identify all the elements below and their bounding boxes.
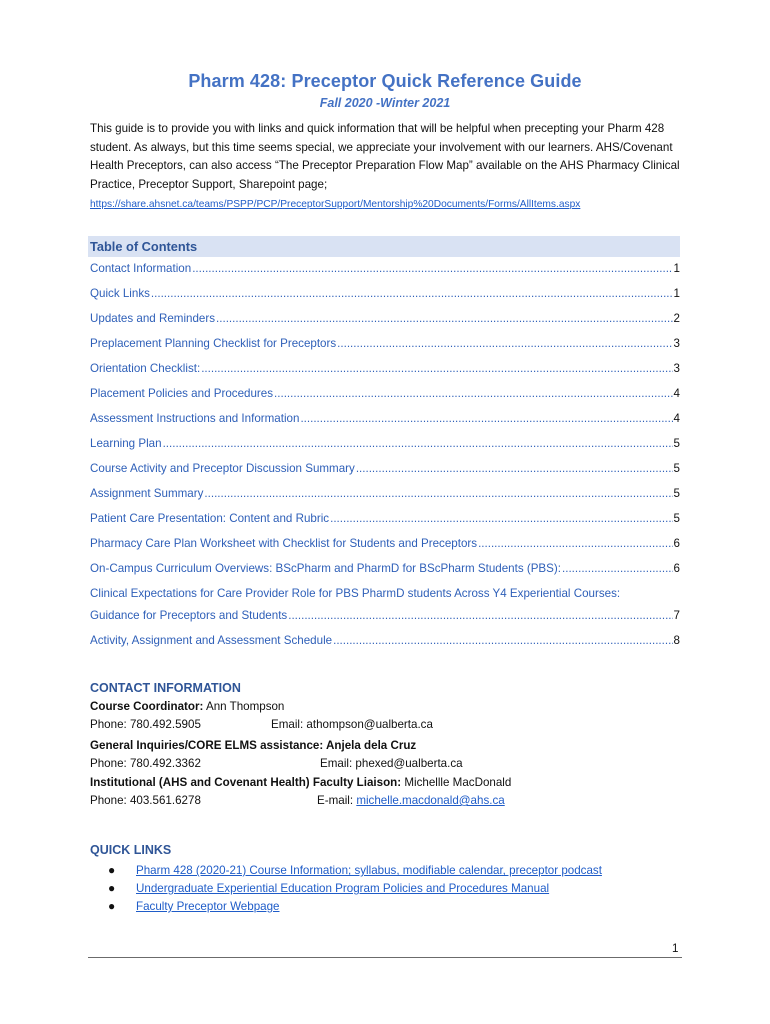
- coordinator-phone: Phone: 780.492.5905: [90, 718, 201, 731]
- toc-entry[interactable]: On-Campus Curriculum Overviews: BScPharm and PharmD for BScPharm Students (PBS): ..... 6: [90, 557, 680, 575]
- quick-link-item: [108, 881, 550, 895]
- toc-heading: Table of Contents: [90, 239, 198, 254]
- toc-entry[interactable]: Orientation Checklist: ..... 3: [90, 357, 680, 375]
- quick-link-item: [108, 863, 602, 877]
- sharepoint-link[interactable]: https://share.ahsnet.ca/teams/PSPP/PCP/PreceptorSupport/Mentorship%20Documents/Forms/AllItems.aspx: [90, 199, 581, 211]
- liaison-phone: Phone: 403.561.6278: [90, 794, 201, 807]
- toc-entry[interactable]: Course Activity and Preceptor Discussion Summary ..... 5: [90, 457, 680, 475]
- liaison-email-field: E-mail: michelle.macdonald@ahs.ca: [317, 794, 505, 807]
- toc-entry[interactable]: Patient Care Presentation: Content and Rubric ..... 5: [90, 507, 680, 525]
- coordinator-email: Email: athompson@ualberta.ca: [271, 718, 433, 731]
- inquiries-phone: Phone: 780.492.3362: [90, 757, 201, 770]
- contact-heading: CONTACT INFORMATION: [90, 681, 241, 695]
- bullet-icon: ●: [108, 899, 116, 913]
- toc-entry[interactable]: Placement Policies and Procedures ..... 4: [90, 382, 680, 400]
- toc-entry[interactable]: Contact Information ..... 1: [90, 257, 680, 275]
- toc-entry[interactable]: Updates and Reminders ..... 2: [90, 307, 680, 325]
- toc-entry[interactable]: Preplacement Planning Checklist for Preceptors ..... 3: [90, 332, 680, 350]
- toc-entry[interactable]: Guidance for Preceptors and Students ..... 7: [90, 604, 680, 622]
- quick-links-heading: QUICK LINKS: [90, 843, 172, 857]
- inquiries-contact: [90, 757, 650, 770]
- bullet-icon: ●: [108, 863, 116, 877]
- coordinator-line: Course Coordinator: Ann Thompson: [90, 700, 285, 713]
- liaison-email-link[interactable]: michelle.macdonald@ahs.ca: [356, 794, 505, 807]
- intro-paragraph: [90, 120, 680, 215]
- page-title: Pharm 428: Preceptor Quick Reference Guide: [188, 71, 582, 91]
- footer-divider: [88, 957, 682, 958]
- toc-entry[interactable]: Assignment Summary ..... 5: [90, 482, 680, 500]
- coordinator-contact: [90, 718, 650, 731]
- toc-entry[interactable]: Quick Links ..... 1: [90, 282, 680, 300]
- toc-entry[interactable]: Activity, Assignment and Assessment Schedule ..... 8: [90, 629, 680, 647]
- policies-manual-link[interactable]: Undergraduate Experiential Education Program Policies and Procedures Manual: [136, 882, 550, 895]
- toc-entry[interactable]: Pharmacy Care Plan Worksheet with Checklist for Students and Preceptors ..... 6: [90, 532, 680, 550]
- liaison-contact: [90, 794, 650, 807]
- toc-entry-first-line[interactable]: Clinical Expectations for Care Provider Role for PBS PharmD students Across Y4 Experiential Courses:: [90, 587, 621, 600]
- course-information-link[interactable]: Pharm 428 (2020-21) Course Information; syllabus, modifiable calendar, preceptor podcast: [136, 864, 602, 877]
- preceptor-webpage-link[interactable]: Faculty Preceptor Webpage: [136, 900, 280, 913]
- toc-entry[interactable]: Assessment Instructions and Information ..... 4: [90, 407, 680, 425]
- page-subtitle: Fall 2020 -Winter 2021: [319, 96, 451, 110]
- liaison-line: Institutional (AHS and Covenant Health) Faculty Liaison: Michellle MacDonald: [90, 776, 512, 789]
- intro-text: This guide is to provide you with links and quick information that will be helpful when precepting your Pharm 428 student. As always, but this time seems special, we appreciate your involvement with our learners. AHS/Covenant Health Preceptors, can also access “The Preceptor Preparation Flow Map” available on the AHS Pharmacy Clinical Practice, Preceptor Support, Sharepoint page;: [90, 122, 680, 191]
- inquiries-line: General Inquiries/CORE ELMS assistance: Anjela dela Cruz: [90, 739, 417, 752]
- bullet-icon: ●: [108, 881, 116, 895]
- inquiries-email: Email: phexed@ualberta.ca: [320, 757, 463, 770]
- toc-entry[interactable]: Learning Plan ..... 5: [90, 432, 680, 450]
- page-number: 1: [672, 942, 679, 955]
- toc-heading-band: [88, 236, 680, 257]
- quick-link-item: [108, 899, 280, 913]
